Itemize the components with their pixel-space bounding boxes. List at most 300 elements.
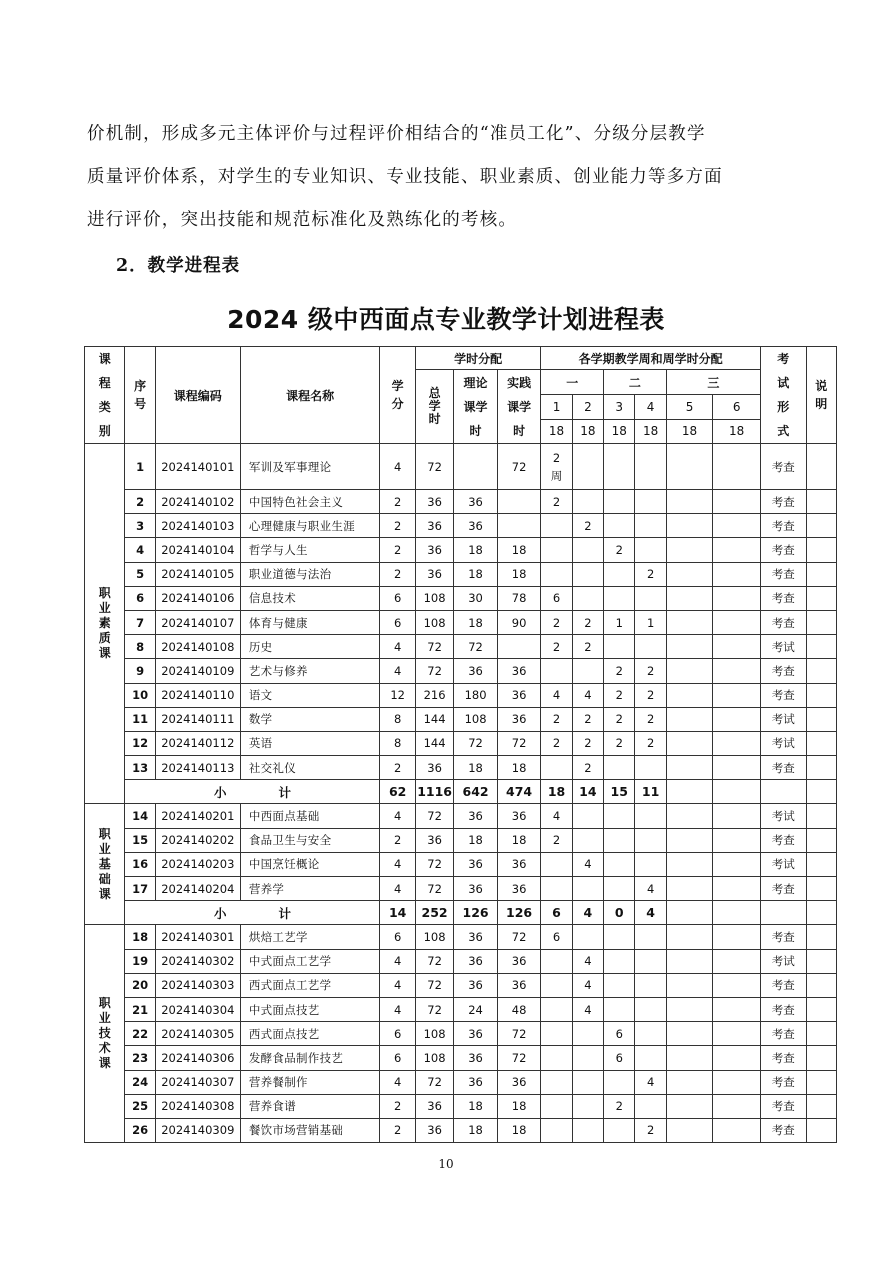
semester-hours-cell: 2 <box>541 490 572 514</box>
semester-hours-cell <box>541 1118 572 1142</box>
exam-type-cell: 考查 <box>760 659 806 683</box>
theory-hours-cell: 18 <box>454 1118 498 1142</box>
course-name-cell: 历史 <box>240 635 380 659</box>
semester-hours-cell: 2 <box>572 731 603 755</box>
code-cell: 2024140202 <box>155 828 240 852</box>
semester-hours-cell <box>713 973 761 997</box>
exam-type-cell: 考试 <box>760 852 806 876</box>
subtotal-semester-hours: 15 <box>604 780 635 804</box>
subtotal-semester-hours: 0 <box>604 901 635 925</box>
code-cell: 2024140307 <box>155 1070 240 1094</box>
semester-hours-cell <box>635 997 666 1021</box>
table-row <box>85 1118 837 1142</box>
semester-hours-cell: 1 <box>635 610 666 634</box>
course-name-cell: 营养餐制作 <box>240 1070 380 1094</box>
total-hours-cell: 72 <box>415 997 453 1021</box>
credit-cell: 2 <box>380 514 415 538</box>
exam-type-cell: 考试 <box>760 707 806 731</box>
exam-type-cell: 考查 <box>760 828 806 852</box>
header-year-2: 二 <box>604 370 667 395</box>
theory-hours-cell: 30 <box>454 586 498 610</box>
semester-hours-cell <box>541 562 572 586</box>
course-name-cell: 职业道德与法治 <box>240 562 380 586</box>
course-name-cell: 餐饮市场营销基础 <box>240 1118 380 1142</box>
course-name-cell: 营养学 <box>240 877 380 901</box>
subtotal-semester-hours: 14 <box>572 780 603 804</box>
code-cell: 2024140204 <box>155 877 240 901</box>
exam-type-cell: 考查 <box>760 586 806 610</box>
semester-hours-cell <box>635 444 666 490</box>
note-cell <box>806 828 837 852</box>
subtotal-total-hours: 252 <box>415 901 453 925</box>
semester-hours-cell: 6 <box>604 1022 635 1046</box>
semester-hours-cell <box>713 756 761 780</box>
semester-hours-cell: 6 <box>541 925 572 949</box>
seq-cell: 20 <box>125 973 155 997</box>
table-row <box>85 828 837 852</box>
exam-type-cell: 考试 <box>760 804 806 828</box>
exam-type-cell: 考查 <box>760 514 806 538</box>
total-hours-cell: 72 <box>415 635 453 659</box>
semester-hours-cell: 4 <box>572 973 603 997</box>
semester-hours-cell <box>713 804 761 828</box>
semester-hours-cell: 2 <box>635 562 666 586</box>
semester-hours-cell <box>713 635 761 659</box>
total-hours-cell: 108 <box>415 925 453 949</box>
semester-hours-cell: 2 <box>572 610 603 634</box>
table-row <box>85 610 837 634</box>
semester-hours-cell: 4 <box>572 683 603 707</box>
semester-hours-cell: 2 <box>635 683 666 707</box>
seq-cell: 18 <box>125 925 155 949</box>
semester-hours-cell: 2 <box>541 707 572 731</box>
subtotal-semester-hours: 4 <box>572 901 603 925</box>
note-cell <box>806 804 837 828</box>
header-weeks: 18 <box>572 419 603 443</box>
credit-cell: 4 <box>380 635 415 659</box>
credit-cell: 4 <box>380 997 415 1021</box>
semester-hours-cell: 1 <box>604 610 635 634</box>
teaching-plan-table <box>84 346 837 1143</box>
semester-hours-cell: 4 <box>635 1070 666 1094</box>
semester-hours-cell: 2 <box>541 610 572 634</box>
exam-type-cell: 考试 <box>760 731 806 755</box>
seq-cell: 1 <box>125 444 155 490</box>
seq-cell: 19 <box>125 949 155 973</box>
table-row <box>85 877 837 901</box>
course-name-cell: 中式面点工艺学 <box>240 949 380 973</box>
total-hours-cell: 72 <box>415 852 453 876</box>
practice-hours-cell: 18 <box>497 756 541 780</box>
semester-hours-cell: 2 <box>604 683 635 707</box>
theory-hours-cell: 36 <box>454 949 498 973</box>
semester-hours-cell <box>713 610 761 634</box>
seq-cell: 25 <box>125 1094 155 1118</box>
practice-hours-cell <box>497 514 541 538</box>
code-cell: 2024140107 <box>155 610 240 634</box>
semester-hours-cell <box>604 949 635 973</box>
practice-hours-cell: 18 <box>497 538 541 562</box>
header-practice: 实践课学时 <box>497 370 541 444</box>
header-category: 课程类别 <box>85 347 125 444</box>
header-semester: 3 <box>604 395 635 419</box>
semester-hours-cell <box>635 804 666 828</box>
semester-hours-cell <box>713 1118 761 1142</box>
total-hours-cell: 72 <box>415 659 453 683</box>
code-cell: 2024140104 <box>155 538 240 562</box>
subtotal-note-cell <box>806 901 837 925</box>
header-name: 课程名称 <box>240 347 380 444</box>
table-row <box>85 1070 837 1094</box>
note-cell <box>806 852 837 876</box>
total-hours-cell: 216 <box>415 683 453 707</box>
seq-cell: 21 <box>125 997 155 1021</box>
code-cell: 2024140301 <box>155 925 240 949</box>
seq-cell: 8 <box>125 635 155 659</box>
code-cell: 2024140308 <box>155 1094 240 1118</box>
semester-hours-cell <box>713 1022 761 1046</box>
seq-cell: 3 <box>125 514 155 538</box>
credit-cell: 2 <box>380 756 415 780</box>
theory-hours-cell: 18 <box>454 538 498 562</box>
header-semester-group: 各学期教学周和周学时分配 <box>541 347 761 370</box>
semester-hours-cell <box>635 586 666 610</box>
total-hours-cell: 36 <box>415 828 453 852</box>
paragraph-line: 价机制，形成多元主体评价与过程评价相结合的“准员工化”、分级分层教学 <box>87 124 706 144</box>
semester-hours-cell <box>635 1046 666 1070</box>
semester-hours-cell <box>604 973 635 997</box>
total-hours-cell: 72 <box>415 444 453 490</box>
total-hours-cell: 72 <box>415 949 453 973</box>
credit-cell: 4 <box>380 949 415 973</box>
exam-type-cell: 考查 <box>760 1070 806 1094</box>
semester-hours-cell <box>572 1070 603 1094</box>
course-name-cell: 发酵食品制作技艺 <box>240 1046 380 1070</box>
semester-hours-cell <box>604 756 635 780</box>
semester-hours-cell <box>666 707 713 731</box>
table-row <box>85 538 837 562</box>
subtotal-semester-hours: 11 <box>635 780 666 804</box>
total-hours-cell: 144 <box>415 707 453 731</box>
semester-hours-cell <box>635 925 666 949</box>
subtotal-semester-hours: 4 <box>635 901 666 925</box>
practice-hours-cell: 72 <box>497 444 541 490</box>
semester-hours-cell <box>604 1070 635 1094</box>
header-weeks: 18 <box>604 419 635 443</box>
semester-hours-cell <box>572 586 603 610</box>
total-hours-cell: 108 <box>415 586 453 610</box>
semester-hours-cell <box>666 1070 713 1094</box>
note-cell <box>806 756 837 780</box>
subtotal-label-b: 计 <box>278 784 291 800</box>
credit-cell: 2 <box>380 490 415 514</box>
course-name-cell: 语文 <box>240 683 380 707</box>
header-seq: 序号 <box>125 347 155 444</box>
semester-hours-cell <box>713 683 761 707</box>
subtotal-total-hours: 1116 <box>415 780 453 804</box>
semester-hours-cell: 4 <box>541 683 572 707</box>
practice-hours-cell: 36 <box>497 949 541 973</box>
subtotal-practice-hours: 474 <box>497 780 541 804</box>
category-label: 职业素质课 <box>98 586 111 661</box>
credit-cell: 4 <box>380 973 415 997</box>
note-cell <box>806 635 837 659</box>
course-name-cell: 数学 <box>240 707 380 731</box>
subtotal-semester-hours <box>666 901 713 925</box>
semester-hours-cell <box>604 804 635 828</box>
semester-hours-cell <box>635 828 666 852</box>
subtotal-semester-hours <box>666 780 713 804</box>
note-cell <box>806 586 837 610</box>
note-cell <box>806 659 837 683</box>
exam-type-cell: 考查 <box>760 444 806 490</box>
semester-hours-cell <box>604 828 635 852</box>
paragraph-line: 进行评价，突出技能和规范标准化及熟练化的考核。 <box>87 210 518 230</box>
code-cell: 2024140302 <box>155 949 240 973</box>
credit-cell: 4 <box>380 877 415 901</box>
subtotal-label <box>125 901 380 925</box>
note-cell <box>806 1070 837 1094</box>
credit-cell: 4 <box>380 804 415 828</box>
practice-hours-cell: 18 <box>497 1118 541 1142</box>
semester-hours-cell: 6 <box>604 1046 635 1070</box>
practice-hours-cell: 36 <box>497 683 541 707</box>
exam-type-cell: 考查 <box>760 490 806 514</box>
semester-hours-cell <box>713 1094 761 1118</box>
credit-cell: 2 <box>380 538 415 562</box>
semester-hours-cell <box>604 490 635 514</box>
header-semester: 6 <box>713 395 761 419</box>
semester-hours-cell <box>666 610 713 634</box>
category-label: 职业基础课 <box>98 826 111 901</box>
theory-hours-cell: 18 <box>454 562 498 586</box>
table-row <box>85 731 837 755</box>
code-cell: 2024140112 <box>155 731 240 755</box>
semester-hours-cell <box>604 514 635 538</box>
exam-type-cell: 考查 <box>760 1094 806 1118</box>
header-hours-group: 学时分配 <box>415 347 540 370</box>
semester-hours-cell <box>635 949 666 973</box>
semester-hours-cell <box>713 562 761 586</box>
header-weeks: 18 <box>541 419 572 443</box>
subtotal-exam-cell <box>760 780 806 804</box>
theory-hours-cell: 18 <box>454 828 498 852</box>
semester-hours-cell <box>604 997 635 1021</box>
code-cell: 2024140109 <box>155 659 240 683</box>
practice-hours-cell: 90 <box>497 610 541 634</box>
total-hours-cell: 72 <box>415 1070 453 1094</box>
code-cell: 2024140201 <box>155 804 240 828</box>
semester-hours-cell <box>541 877 572 901</box>
total-hours-cell: 36 <box>415 1094 453 1118</box>
header-weeks: 18 <box>713 419 761 443</box>
semester-hours-cell: 2 <box>572 756 603 780</box>
seq-cell: 17 <box>125 877 155 901</box>
semester-hours-cell <box>713 707 761 731</box>
theory-hours-cell: 36 <box>454 877 498 901</box>
practice-hours-cell: 18 <box>497 1094 541 1118</box>
intro-paragraph <box>87 113 817 242</box>
header-note: 说明 <box>806 347 837 444</box>
semester-hours-cell <box>604 444 635 490</box>
table-row <box>85 1022 837 1046</box>
subtotal-label-b: 计 <box>278 905 291 921</box>
header-credit: 学分 <box>380 347 415 444</box>
subtotal-semester-hours: 18 <box>541 780 572 804</box>
semester-hours-cell <box>604 925 635 949</box>
semester-hours-cell <box>713 877 761 901</box>
course-name-cell: 烘焙工艺学 <box>240 925 380 949</box>
semester-hours-cell <box>666 538 713 562</box>
table-body <box>85 444 837 1143</box>
theory-hours-cell: 72 <box>454 635 498 659</box>
credit-cell: 2 <box>380 562 415 586</box>
total-hours-cell: 108 <box>415 1022 453 1046</box>
semester-hours-cell: 2 <box>541 635 572 659</box>
semester-hours-cell <box>572 1094 603 1118</box>
semester-hours-cell <box>666 949 713 973</box>
credit-cell: 8 <box>380 707 415 731</box>
code-cell: 2024140305 <box>155 1022 240 1046</box>
semester-hours-cell: 2 <box>604 731 635 755</box>
note-cell <box>806 444 837 490</box>
semester-hours-cell: 2 <box>604 538 635 562</box>
semester-hours-cell <box>604 562 635 586</box>
semester-hours-label: 2周 <box>550 450 563 483</box>
subtotal-label-a: 小 <box>213 784 227 800</box>
theory-hours-cell: 36 <box>454 514 498 538</box>
table-row <box>85 586 837 610</box>
semester-hours-cell <box>604 877 635 901</box>
total-hours-cell: 72 <box>415 973 453 997</box>
table-title: 2024 级中西面点专业教学计划进程表 <box>227 305 665 334</box>
table-row <box>85 707 837 731</box>
seq-cell: 5 <box>125 562 155 586</box>
semester-hours-cell <box>666 514 713 538</box>
table-row <box>85 683 837 707</box>
table-row <box>85 444 837 490</box>
exam-type-cell: 考查 <box>760 562 806 586</box>
semester-hours-cell <box>713 1046 761 1070</box>
practice-hours-cell: 18 <box>497 828 541 852</box>
seq-cell: 24 <box>125 1070 155 1094</box>
table-row <box>85 635 837 659</box>
practice-hours-cell: 36 <box>497 707 541 731</box>
semester-hours-cell <box>713 490 761 514</box>
exam-type-cell: 考查 <box>760 1118 806 1142</box>
semester-hours-cell <box>713 997 761 1021</box>
semester-hours-cell <box>635 756 666 780</box>
credit-cell: 2 <box>380 1118 415 1142</box>
semester-hours-cell <box>713 731 761 755</box>
course-name-cell: 哲学与人生 <box>240 538 380 562</box>
code-cell: 2024140102 <box>155 490 240 514</box>
exam-type-cell: 考查 <box>760 1046 806 1070</box>
note-cell <box>806 1022 837 1046</box>
header-semester: 2 <box>572 395 603 419</box>
semester-hours-cell <box>666 562 713 586</box>
subtotal-semester-hours: 6 <box>541 901 572 925</box>
category-cell <box>85 925 125 1143</box>
note-cell <box>806 997 837 1021</box>
total-hours-cell: 72 <box>415 877 453 901</box>
exam-type-cell: 考查 <box>760 610 806 634</box>
semester-hours-cell: 2 <box>541 828 572 852</box>
seq-cell: 2 <box>125 490 155 514</box>
table-row <box>85 852 837 876</box>
subtotal-theory-hours: 126 <box>454 901 498 925</box>
table-row <box>85 1046 837 1070</box>
practice-hours-cell: 36 <box>497 877 541 901</box>
semester-hours-cell: 2 <box>635 731 666 755</box>
theory-hours-cell: 180 <box>454 683 498 707</box>
note-cell <box>806 925 837 949</box>
semester-hours-cell <box>666 852 713 876</box>
table-row <box>85 925 837 949</box>
table-row <box>85 997 837 1021</box>
code-cell: 2024140101 <box>155 444 240 490</box>
practice-hours-cell <box>497 490 541 514</box>
semester-hours-cell <box>713 586 761 610</box>
semester-hours-cell <box>635 538 666 562</box>
semester-hours-cell <box>666 1118 713 1142</box>
semester-hours-cell <box>572 925 603 949</box>
semester-hours-cell: 4 <box>572 997 603 1021</box>
note-cell <box>806 1046 837 1070</box>
course-name-cell: 中西面点基础 <box>240 804 380 828</box>
semester-hours-cell <box>713 925 761 949</box>
semester-hours-cell <box>666 586 713 610</box>
header-semester: 5 <box>666 395 713 419</box>
total-hours-cell: 36 <box>415 538 453 562</box>
theory-hours-cell: 24 <box>454 997 498 1021</box>
semester-hours-cell <box>541 997 572 1021</box>
table-row <box>85 490 837 514</box>
exam-type-cell: 考查 <box>760 538 806 562</box>
category-label: 职业技术课 <box>98 996 111 1071</box>
course-name-cell: 营养食谱 <box>240 1094 380 1118</box>
subtotal-theory-hours: 642 <box>454 780 498 804</box>
code-cell: 2024140203 <box>155 852 240 876</box>
semester-hours-cell: 6 <box>541 586 572 610</box>
table-row <box>85 949 837 973</box>
seq-cell: 22 <box>125 1022 155 1046</box>
header-weeks: 18 <box>635 419 666 443</box>
semester-hours-cell <box>713 1070 761 1094</box>
semester-hours-cell <box>572 1118 603 1142</box>
credit-cell: 6 <box>380 1022 415 1046</box>
semester-hours-cell <box>666 973 713 997</box>
semester-hours-cell <box>666 659 713 683</box>
semester-hours-cell <box>666 877 713 901</box>
theory-hours-cell: 36 <box>454 1070 498 1094</box>
subtotal-credit: 62 <box>380 780 415 804</box>
credit-cell: 6 <box>380 610 415 634</box>
theory-hours-cell: 36 <box>454 804 498 828</box>
semester-hours-cell <box>635 635 666 659</box>
semester-hours-cell <box>604 852 635 876</box>
course-name-cell: 信息技术 <box>240 586 380 610</box>
subtotal-row <box>85 901 837 925</box>
semester-hours-cell: 4 <box>541 804 572 828</box>
category-cell <box>85 804 125 925</box>
practice-hours-cell: 36 <box>497 659 541 683</box>
semester-hours-cell <box>572 659 603 683</box>
seq-cell: 15 <box>125 828 155 852</box>
semester-hours-cell <box>666 1046 713 1070</box>
semester-hours-cell <box>635 973 666 997</box>
code-cell: 2024140113 <box>155 756 240 780</box>
